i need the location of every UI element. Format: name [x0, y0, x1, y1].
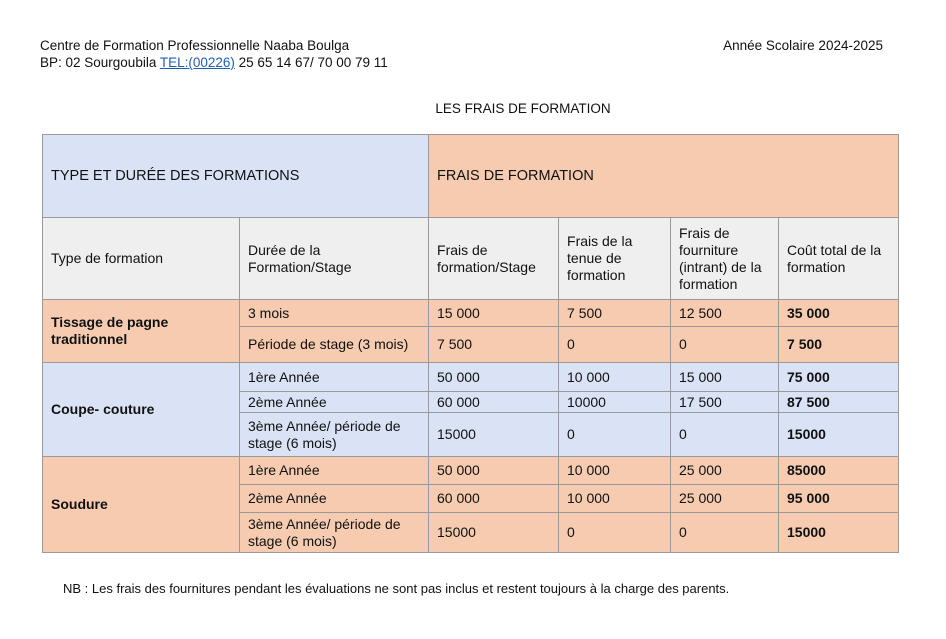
- cell-frais-formation: 15 000: [429, 300, 559, 327]
- cell-frais-tenue: 10 000: [559, 485, 671, 513]
- cell-frais-formation: 60 000: [429, 392, 559, 413]
- cell-duree: Période de stage (3 mois): [240, 327, 429, 363]
- cell-cout-total: 7 500: [779, 327, 899, 363]
- table-row: [43, 300, 899, 327]
- school-contact: [40, 54, 388, 71]
- formation-type: Tissage de pagne traditionnel: [43, 300, 240, 363]
- cell-frais-formation: 7 500: [429, 327, 559, 363]
- cell-frais-tenue: 10 000: [559, 457, 671, 485]
- formation-type: Soudure: [43, 457, 240, 553]
- group-header-fees: FRAIS DE FORMATION: [429, 135, 899, 218]
- cell-frais-formation: 50 000: [429, 457, 559, 485]
- col-header-cout-total: Coût total de la formation: [779, 218, 899, 300]
- cell-cout-total: 15000: [779, 413, 899, 457]
- table-row: [43, 363, 899, 392]
- col-header-frais-fourniture: Frais de fourniture (intrant) de la formation: [671, 218, 779, 300]
- cell-cout-total: 85000: [779, 457, 899, 485]
- cell-frais-fourniture: 15 000: [671, 363, 779, 392]
- cell-frais-tenue: 10000: [559, 392, 671, 413]
- school-year: Année Scolaire 2024-2025: [723, 38, 883, 53]
- cell-frais-tenue: 0: [559, 327, 671, 363]
- cell-frais-tenue: 7 500: [559, 300, 671, 327]
- group-header-row: [43, 135, 899, 218]
- cell-frais-formation: 15000: [429, 513, 559, 553]
- fees-table: [42, 134, 899, 553]
- cell-frais-fourniture: 17 500: [671, 392, 779, 413]
- cell-frais-tenue: 0: [559, 413, 671, 457]
- cell-cout-total: 87 500: [779, 392, 899, 413]
- school-name: Centre de Formation Professionnelle Naaba Boulga: [40, 38, 350, 53]
- cell-duree: 3ème Année/ période de stage (6 mois): [240, 513, 429, 553]
- cell-frais-tenue: 10 000: [559, 363, 671, 392]
- cell-cout-total: 95 000: [779, 485, 899, 513]
- footnote: NB : Les frais des fournitures pendant les évaluations ne sont pas inclus et restent toujours à la charge des parents.: [63, 581, 730, 596]
- cell-cout-total: 75 000: [779, 363, 899, 392]
- cell-frais-tenue: 0: [559, 513, 671, 553]
- col-header-type: Type de formation: [43, 218, 240, 300]
- cell-cout-total: 15000: [779, 513, 899, 553]
- group-header-type: TYPE ET DURÉE DES FORMATIONS: [43, 135, 429, 218]
- col-header-frais-tenue: Frais de la tenue de formation: [559, 218, 671, 300]
- school-header: [40, 37, 388, 71]
- cell-duree: 2ème Année: [240, 485, 429, 513]
- bp-text: BP: 02 Sourgoubila: [40, 55, 157, 70]
- cell-frais-fourniture: 0: [671, 413, 779, 457]
- cell-frais-fourniture: 25 000: [671, 457, 779, 485]
- cell-frais-formation: 15000: [429, 413, 559, 457]
- cell-duree: 3ème Année/ période de stage (6 mois): [240, 413, 429, 457]
- table-row: [43, 457, 899, 485]
- cell-duree: 1ère Année: [240, 457, 429, 485]
- cell-cout-total: 35 000: [779, 300, 899, 327]
- phone-numbers: 25 65 14 67/ 70 00 79 11: [234, 55, 388, 70]
- tel-link[interactable]: TEL:(00226): [159, 55, 235, 70]
- formation-type: Coupe- couture: [43, 363, 240, 457]
- cell-frais-fourniture: 12 500: [671, 300, 779, 327]
- column-header-row: [43, 218, 899, 300]
- cell-frais-fourniture: 0: [671, 513, 779, 553]
- cell-duree: 3 mois: [240, 300, 429, 327]
- cell-frais-fourniture: 25 000: [671, 485, 779, 513]
- col-header-duree: Durée de la Formation/Stage: [240, 218, 429, 300]
- cell-duree: 1ère Année: [240, 363, 429, 392]
- cell-frais-fourniture: 0: [671, 327, 779, 363]
- cell-frais-formation: 50 000: [429, 363, 559, 392]
- document-title: LES FRAIS DE FORMATION: [435, 101, 611, 116]
- cell-duree: 2ème Année: [240, 392, 429, 413]
- cell-frais-formation: 60 000: [429, 485, 559, 513]
- col-header-frais-formation: Frais de formation/Stage: [429, 218, 559, 300]
